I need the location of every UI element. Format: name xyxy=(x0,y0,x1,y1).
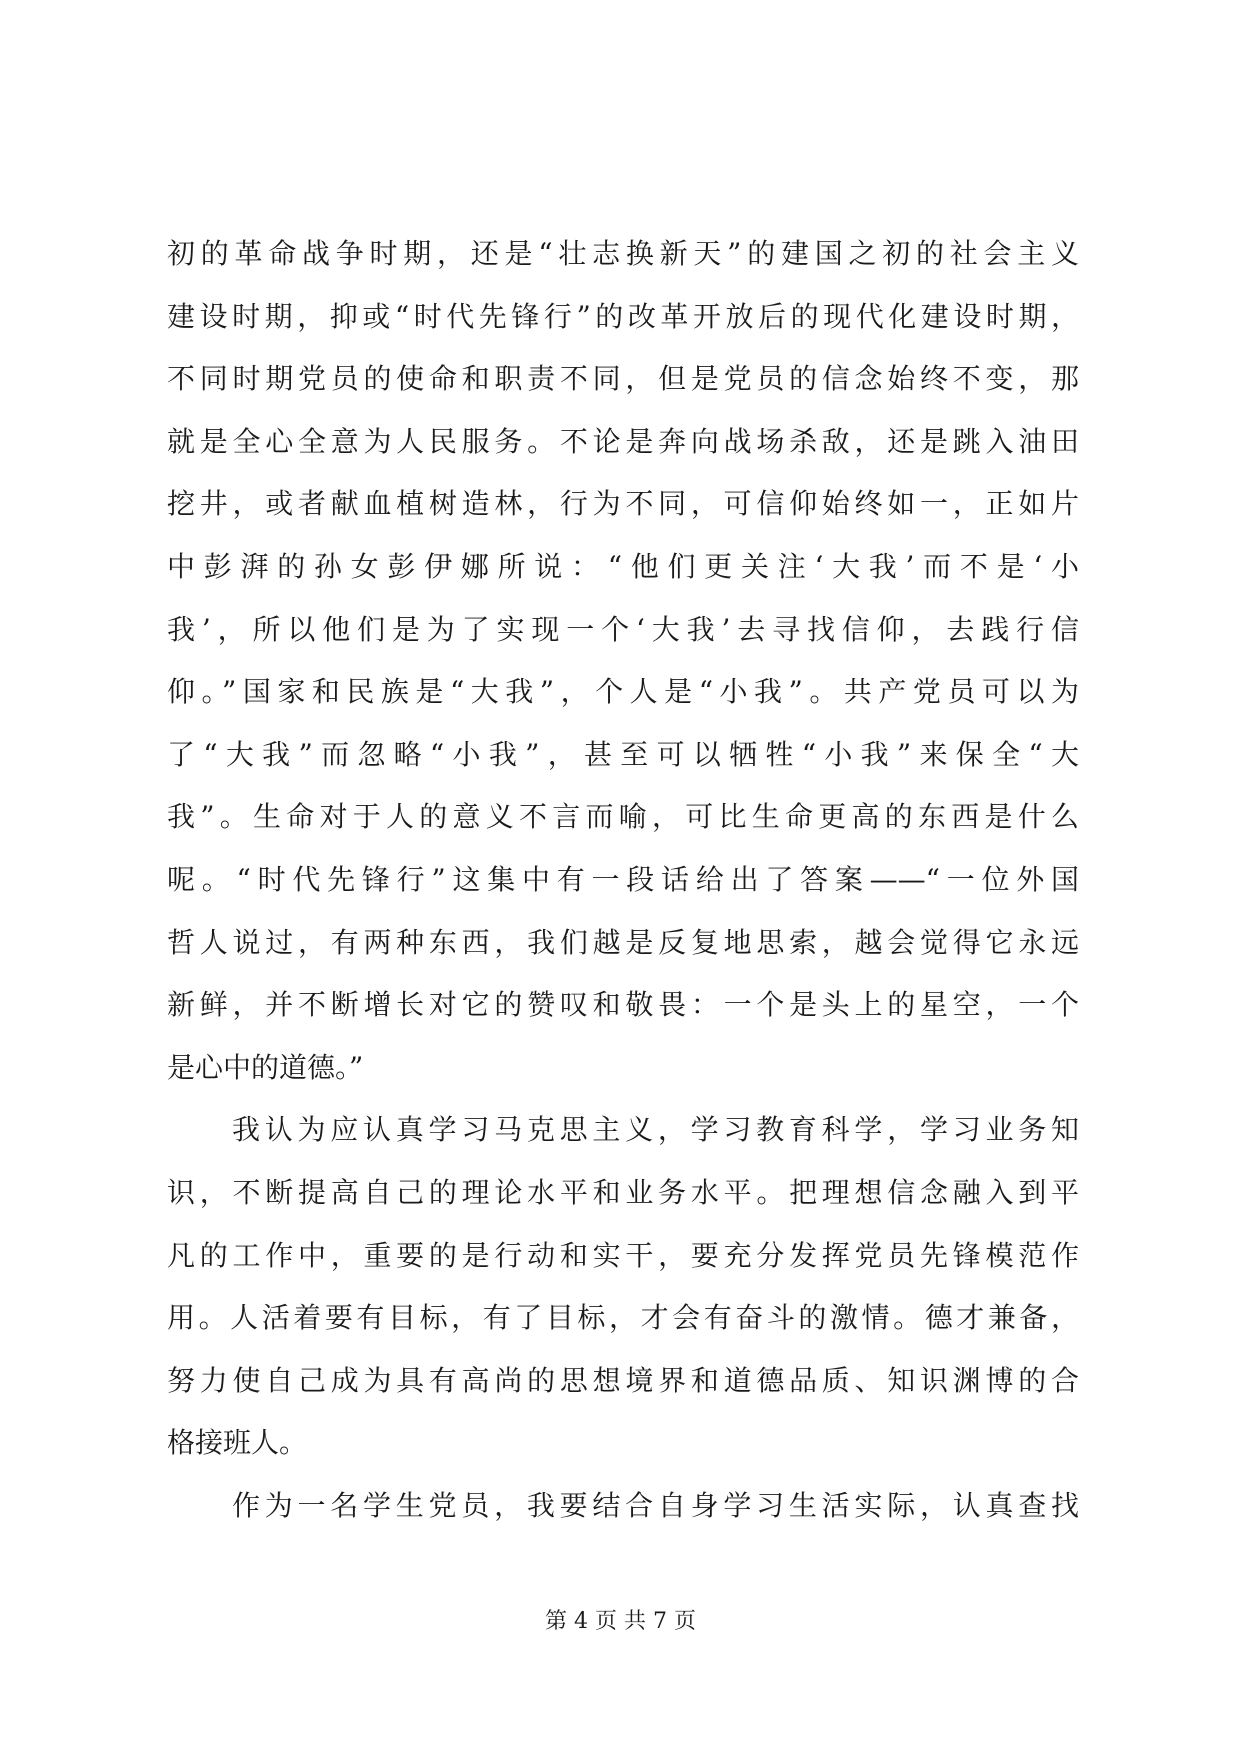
text-line: 初的革命战争时期，还是“壮志换新天”的建国之初的社会主义 xyxy=(167,237,1079,270)
text-line: 格接班人。 xyxy=(167,1426,308,1460)
page-footer: 第 4 页 共 7 页 xyxy=(545,1609,696,1634)
text-line: 我”。生命对于人的意义不言而喻，可比生命更高的东西是什么 xyxy=(167,800,1079,834)
text-line: 我’，所以他们是为了实现一个‘大我’去寻找信仰，去践行信 xyxy=(167,612,1079,646)
text-line: 新鲜，并不断增长对它的赞叹和敬畏：一个是头上的星空，一个 xyxy=(167,988,1079,1022)
text-line: 中彭湃的孙女彭伊娜所说：“他们更关注‘大我’而不是‘小 xyxy=(167,549,1079,583)
paragraph-2 xyxy=(167,1099,1079,1475)
text-line: 凡的工作中，重要的是行动和实干，要充分发挥党员先锋模范作 xyxy=(167,1238,1079,1272)
text-line: 仰。”国家和民族是“大我”，个人是“小我”。共产党员可以为 xyxy=(167,675,1079,709)
text-line: 了“大我”而忽略“小我”，甚至可以牺牲“小我”来保全“大 xyxy=(167,737,1079,771)
text-line: 建设时期，抑或“时代先锋行”的改革开放后的现代化建设时期， xyxy=(167,299,1079,333)
text-line: 不同时期党员的使命和职责不同，但是党员的信念始终不变，那 xyxy=(167,362,1079,396)
paragraph-1 xyxy=(167,223,1079,1099)
text-line: 识，不断提高自己的理论水平和业务水平。把理想信念融入到平 xyxy=(167,1175,1079,1209)
text-line: 就是全心全意为人民服务。不论是奔向战场杀敌，还是跳入油田 xyxy=(167,424,1079,458)
text-line: 努力使自己成为具有高尚的思想境界和道德品质、知识渊博的合 xyxy=(167,1363,1079,1397)
text-line: 我认为应认真学习马克思主义，学习教育科学，学习业务知 xyxy=(232,1113,1079,1147)
paragraph-3 xyxy=(167,1475,1079,1538)
text-line: 呢。“时代先锋行”这集中有一段话给出了答案——“一位外国 xyxy=(167,862,1079,896)
text-line: 作为一名学生党员，我要结合自身学习生活实际，认真查找 xyxy=(232,1488,1079,1522)
text-line: 用。人活着要有目标，有了目标，才会有奋斗的激情。德才兼备， xyxy=(167,1301,1079,1335)
text-line: 哲人说过，有两种东西，我们越是反复地思索，越会觉得它永远 xyxy=(167,925,1079,959)
text-line: 挖井，或者献血植树造林，行为不同，可信仰始终如一，正如片 xyxy=(167,487,1079,521)
text-line: 是心中的道德。” xyxy=(167,1050,364,1084)
body-text xyxy=(167,223,1079,1537)
